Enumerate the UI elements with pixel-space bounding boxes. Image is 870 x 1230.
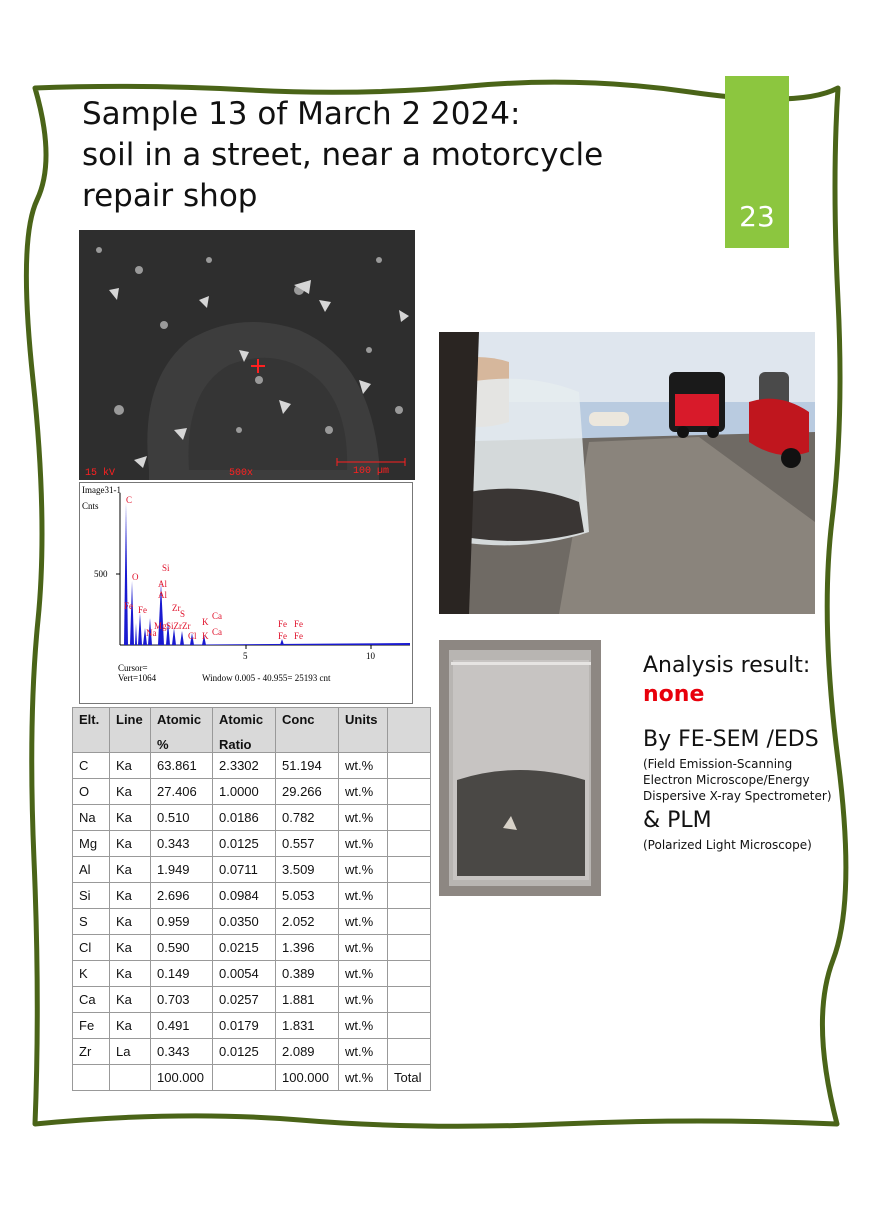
- col-header-atomic-percent: Atomic %: [151, 708, 213, 753]
- table-cell: wt.%: [339, 935, 388, 961]
- table-cell: La: [110, 1039, 151, 1065]
- table-cell: 0.557: [276, 831, 339, 857]
- method-plm-detail: (Polarized Light Microscope): [643, 838, 812, 852]
- table-cell: 0.0125: [213, 831, 276, 857]
- table-cell: Na: [73, 805, 110, 831]
- table-row: [73, 779, 431, 805]
- table-cell: 29.266: [276, 779, 339, 805]
- table-cell: Si: [73, 883, 110, 909]
- eds-peak-label: Na: [146, 628, 157, 638]
- bagged-sample-photo: [439, 640, 601, 896]
- table-cell: 100.000: [151, 1065, 213, 1091]
- table-cell: 63.861: [151, 753, 213, 779]
- eds-peak-label: Ca: [212, 627, 222, 637]
- col-header-element: Elt.: [73, 708, 110, 753]
- table-cell: Ka: [110, 883, 151, 909]
- table-cell: [388, 883, 431, 909]
- table-cell: 0.0186: [213, 805, 276, 831]
- table-cell: [388, 987, 431, 1013]
- table-cell: 0.0054: [213, 961, 276, 987]
- table-cell: 1.396: [276, 935, 339, 961]
- table-cell: wt.%: [339, 987, 388, 1013]
- element-table: [72, 707, 431, 1091]
- table-cell: wt.%: [339, 831, 388, 857]
- eds-spectrum-graphic: [80, 483, 412, 703]
- table-cell: Zr: [73, 1039, 110, 1065]
- table-row: [73, 935, 431, 961]
- sem-micrograph: [79, 230, 415, 480]
- table-row: [73, 987, 431, 1013]
- table-cell: 2.089: [276, 1039, 339, 1065]
- table-row: [73, 805, 431, 831]
- table-cell: Ka: [110, 779, 151, 805]
- table-row: [73, 831, 431, 857]
- title-line-1: Sample 13 of March 2 2024:: [82, 96, 521, 132]
- table-cell: [388, 1013, 431, 1039]
- table-cell: 0.959: [151, 909, 213, 935]
- table-cell: [388, 961, 431, 987]
- table-cell: wt.%: [339, 857, 388, 883]
- table-cell: 0.149: [151, 961, 213, 987]
- table-cell: wt.%: [339, 753, 388, 779]
- eds-peak-label: Fe: [294, 619, 303, 629]
- eds-y-tick: 500: [94, 569, 108, 579]
- table-cell: 1.0000: [213, 779, 276, 805]
- table-cell: Total: [388, 1065, 431, 1091]
- table-cell: Ca: [73, 987, 110, 1013]
- table-cell: 2.696: [151, 883, 213, 909]
- table-cell: 0.491: [151, 1013, 213, 1039]
- eds-peak-label: Fe: [138, 605, 147, 615]
- eds-peak-label: K: [202, 617, 209, 627]
- table-cell: 1.831: [276, 1013, 339, 1039]
- method-plm: & PLM: [643, 808, 712, 833]
- table-cell: Ka: [110, 961, 151, 987]
- analysis-result: none: [643, 682, 705, 707]
- table-cell: Ka: [110, 909, 151, 935]
- eds-peak-label: C: [126, 495, 133, 505]
- table-cell: Cl: [73, 935, 110, 961]
- table-cell: 2.052: [276, 909, 339, 935]
- eds-peak-label: Si: [162, 563, 170, 573]
- table-cell: 27.406: [151, 779, 213, 805]
- eds-header: Image31-1: [82, 485, 121, 495]
- table-cell: O: [73, 779, 110, 805]
- method-fesem-eds: By FE-SEM /EDS: [643, 727, 819, 752]
- table-cell: wt.%: [339, 909, 388, 935]
- eds-peak-label: K: [202, 631, 209, 641]
- page-title: [82, 94, 682, 217]
- table-cell: 0.343: [151, 1039, 213, 1065]
- table-cell: 0.0125: [213, 1039, 276, 1065]
- table-row: [73, 753, 431, 779]
- eds-peak-label: Ca: [212, 611, 222, 621]
- table-cell: 0.0350: [213, 909, 276, 935]
- table-row: [73, 857, 431, 883]
- table-row: [73, 909, 431, 935]
- table-cell: wt.%: [339, 805, 388, 831]
- sem-scale-bar: 100 µm: [353, 466, 390, 477]
- col-header-units: Units: [339, 708, 388, 753]
- table-header-row: [73, 708, 431, 753]
- eds-window: Window 0.005 - 40.955= 25193 cnt: [202, 673, 331, 683]
- table-cell: wt.%: [339, 1013, 388, 1039]
- table-cell: 100.000: [276, 1065, 339, 1091]
- eds-cursor: Cursor=: [118, 663, 148, 673]
- table-cell: Ka: [110, 857, 151, 883]
- table-row: [73, 1039, 431, 1065]
- col-header-conc: Conc: [276, 708, 339, 753]
- table-cell: [388, 779, 431, 805]
- table-row: [73, 883, 431, 909]
- element-table-body: [73, 753, 431, 1091]
- eds-peak-label: Fe: [124, 601, 133, 611]
- title-line-2: soil in a street, near a motorcycle: [82, 137, 604, 173]
- table-cell: 1.881: [276, 987, 339, 1013]
- table-cell: Ka: [110, 987, 151, 1013]
- analysis-heading: Analysis result:: [643, 653, 811, 678]
- table-cell: [388, 805, 431, 831]
- table-cell: Ka: [110, 805, 151, 831]
- eds-spectrum: [79, 482, 413, 704]
- bag-photo-graphic: [439, 640, 601, 896]
- table-cell: [388, 1039, 431, 1065]
- table-cell: [213, 1065, 276, 1091]
- sem-voltage: 15 kV: [85, 468, 116, 479]
- table-cell: Ka: [110, 753, 151, 779]
- table-cell: [388, 753, 431, 779]
- table-cell: 0.0179: [213, 1013, 276, 1039]
- table-cell: 0.0711: [213, 857, 276, 883]
- page-number-tab: [725, 76, 789, 248]
- table-cell: 0.0215: [213, 935, 276, 961]
- street-sample-photo: [439, 332, 815, 614]
- table-cell: 3.509: [276, 857, 339, 883]
- table-cell: wt.%: [339, 779, 388, 805]
- table-cell: [388, 935, 431, 961]
- table-cell: 0.590: [151, 935, 213, 961]
- table-cell: wt.%: [339, 961, 388, 987]
- table-cell: wt.%: [339, 1065, 388, 1091]
- table-cell: C: [73, 753, 110, 779]
- eds-x-tick-5: 5: [243, 651, 248, 661]
- table-cell: 5.053: [276, 883, 339, 909]
- eds-peak-label: Al: [158, 590, 167, 600]
- table-cell: 0.782: [276, 805, 339, 831]
- table-cell: Al: [73, 857, 110, 883]
- eds-peak-label: Al: [158, 579, 167, 589]
- method-fesem-eds-detail: (Field Emission-Scanning Electron Microscope/Energy Dispersive X-ray Spectrometer): [643, 757, 832, 803]
- table-cell: [388, 831, 431, 857]
- table-cell: Fe: [73, 1013, 110, 1039]
- table-cell: [73, 1065, 110, 1091]
- eds-vert: Vert=1064: [118, 673, 157, 683]
- table-cell: 0.0984: [213, 883, 276, 909]
- eds-peak-label: Fe: [278, 619, 287, 629]
- table-cell: 0.703: [151, 987, 213, 1013]
- table-cell: S: [73, 909, 110, 935]
- analysis-panel: [643, 652, 833, 853]
- table-cell: Ka: [110, 831, 151, 857]
- eds-peak-label: S: [180, 609, 186, 619]
- table-cell: 0.343: [151, 831, 213, 857]
- sem-magnification: 500x: [229, 468, 254, 479]
- table-cell: 1.949: [151, 857, 213, 883]
- sem-image-graphic: [79, 230, 415, 480]
- eds-peak-label: Mg: [154, 621, 167, 631]
- table-row: [73, 1013, 431, 1039]
- table-row: [73, 961, 431, 987]
- col-header-atomic-ratio: Atomic Ratio: [213, 708, 276, 753]
- table-cell: wt.%: [339, 883, 388, 909]
- table-cell: wt.%: [339, 1039, 388, 1065]
- eds-peak-label: SiZr: [166, 621, 183, 631]
- eds-peak-label: Fe: [294, 631, 303, 641]
- table-cell: Mg: [73, 831, 110, 857]
- table-cell: [388, 857, 431, 883]
- table-cell: 2.3302: [213, 753, 276, 779]
- eds-x-tick-10: 10: [366, 651, 375, 661]
- table-cell: 0.389: [276, 961, 339, 987]
- eds-y-label: Cnts: [82, 501, 99, 511]
- eds-peak-label: O: [132, 572, 139, 582]
- page-number: 23: [739, 200, 775, 233]
- eds-peak-label: Zr: [182, 621, 191, 631]
- street-photo-graphic: [439, 332, 815, 614]
- table-cell: Ka: [110, 1013, 151, 1039]
- eds-peak-label: Fe: [278, 631, 287, 641]
- eds-peak-label: Zr: [172, 603, 181, 613]
- table-cell: 0.510: [151, 805, 213, 831]
- table-cell: Ka: [110, 935, 151, 961]
- col-header-extra: [388, 708, 431, 753]
- table-cell: K: [73, 961, 110, 987]
- table-cell: [388, 909, 431, 935]
- eds-peak-label: Cl: [188, 631, 197, 641]
- title-line-3: repair shop: [82, 178, 258, 214]
- table-row: [73, 1065, 431, 1091]
- table-cell: [110, 1065, 151, 1091]
- table-cell: 0.0257: [213, 987, 276, 1013]
- col-header-line: Line: [110, 708, 151, 753]
- table-cell: 51.194: [276, 753, 339, 779]
